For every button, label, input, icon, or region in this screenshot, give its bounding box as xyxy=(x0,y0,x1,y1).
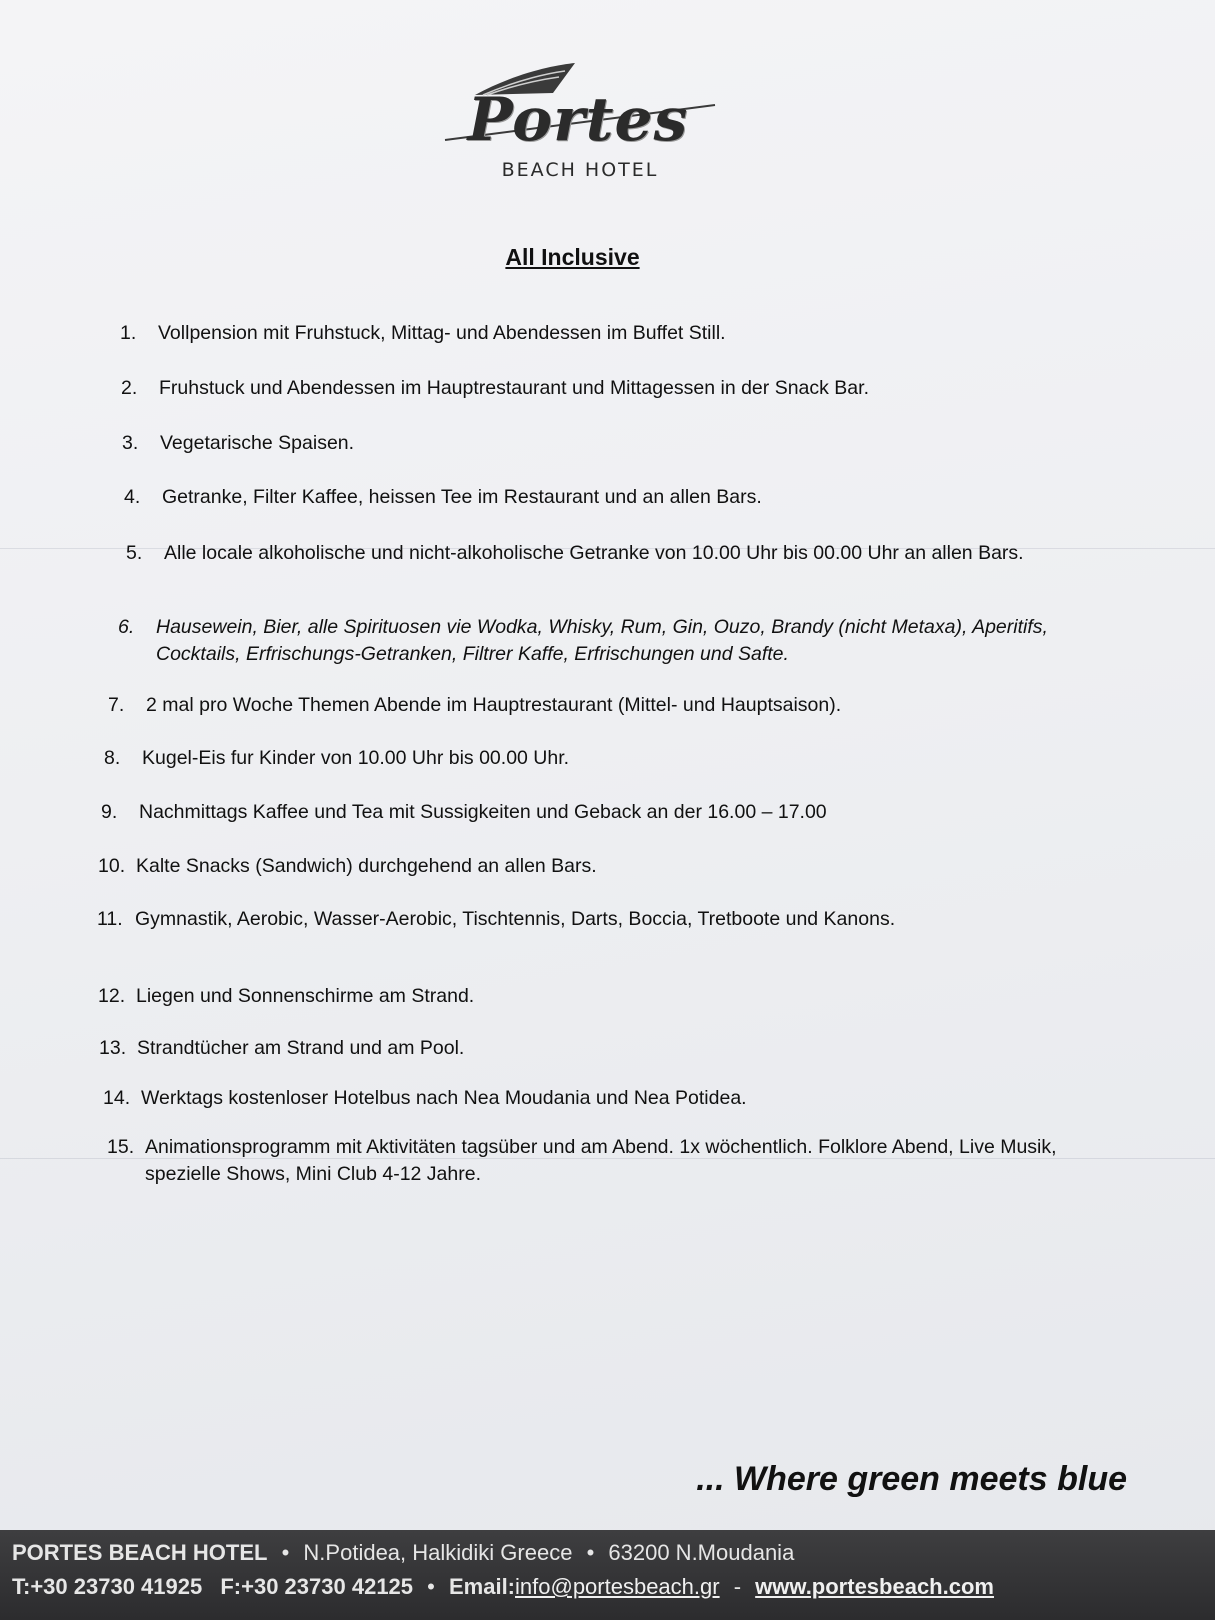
list-item xyxy=(120,320,1120,347)
footer-contact-line xyxy=(12,1574,994,1600)
item-text: Animationsprogramm mit Aktivitäten tagsüber und am Abend. 1x wöchentlich. Folklore Abend, Live Musik, spezielle Shows, Mini Club 4-12 Jahre. xyxy=(145,1136,1057,1185)
hotel-tagline: ... Where green meets blue xyxy=(696,1460,1127,1498)
item-number: 1. xyxy=(120,322,137,344)
footer-separator: • xyxy=(281,1540,290,1565)
item-number: 4. xyxy=(124,486,141,508)
list-item xyxy=(122,430,1122,457)
footer-postal: 63200 N.Moudania xyxy=(608,1540,795,1565)
item-text: Getranke, Filter Kaffee, heissen Tee im Restaurant und an allen Bars. xyxy=(162,486,762,508)
item-text: Vegetarische Spaisen. xyxy=(160,432,355,454)
footer-fax: F:+30 23730 42125 xyxy=(220,1574,414,1599)
list-item xyxy=(103,1085,1103,1112)
list-item xyxy=(107,1134,1077,1188)
logo-subtitle: BEACH HOTEL xyxy=(501,159,659,181)
item-number: 8. xyxy=(104,747,121,769)
item-number: 3. xyxy=(122,432,139,454)
footer-phone: T:+30 23730 41925 xyxy=(12,1574,203,1599)
item-text: Werktags kostenloser Hotelbus nach Nea Moudania und Nea Potidea. xyxy=(141,1087,747,1109)
item-text: Gymnastik, Aerobic, Wasser-Aerobic, Tischtennis, Darts, Boccia, Tretboote und Kanons. xyxy=(135,908,896,930)
item-number: 6. xyxy=(118,616,135,638)
list-item xyxy=(104,745,1104,772)
document-title: All Inclusive xyxy=(505,244,640,270)
item-text: Alle locale alkoholische und nicht-alkoholische Getranke von 10.00 Uhr bis 00.00 Uhr an allen Bars. xyxy=(164,542,1024,564)
logo-wordmark: Portes xyxy=(467,85,689,155)
item-text: Strandtücher am Strand und am Pool. xyxy=(137,1037,465,1059)
item-text: Vollpension mit Fruhstuck, Mittag- und Abendessen im Buffet Still. xyxy=(158,322,726,344)
list-item xyxy=(98,853,1098,880)
item-number: 2. xyxy=(121,377,138,399)
list-item xyxy=(118,614,1108,668)
footer-dash: - xyxy=(733,1574,742,1599)
list-item xyxy=(124,484,1124,511)
footer-email-label: Email: xyxy=(448,1574,516,1599)
footer-address: N.Potidea, Halkidiki Greece xyxy=(303,1540,573,1565)
item-text: Kalte Snacks (Sandwich) durchgehend an allen Bars. xyxy=(136,855,597,877)
list-item xyxy=(97,906,997,933)
item-text: Liegen und Sonnenschirme am Strand. xyxy=(136,985,475,1007)
item-text: 2 mal pro Woche Themen Abende im Hauptrestaurant (Mittel- und Hauptsaison). xyxy=(146,694,842,716)
footer-email-link[interactable]: info@portesbeach.gr xyxy=(515,1574,720,1599)
item-number: 11. xyxy=(97,908,123,930)
item-number: 14. xyxy=(103,1087,131,1109)
list-item xyxy=(101,799,1101,826)
item-number: 12. xyxy=(98,985,126,1007)
footer-separator: • xyxy=(427,1574,435,1599)
footer-address-line xyxy=(12,1540,794,1566)
list-item xyxy=(126,540,1106,567)
item-text: Nachmittags Kaffee und Tea mit Sussigkeiten und Geback an der 16.00 – 17.00 xyxy=(139,801,827,823)
item-number: 7. xyxy=(108,694,125,716)
item-number: 15. xyxy=(107,1136,135,1158)
footer-website-link[interactable]: www.portesbeach.com xyxy=(755,1574,994,1599)
item-number: 10. xyxy=(98,855,126,877)
item-number: 5. xyxy=(126,542,143,564)
item-number: 9. xyxy=(101,801,118,823)
list-item xyxy=(108,692,1108,719)
item-text: Hausewein, Bier, alle Spirituosen vie Wodka, Whisky, Rum, Gin, Ouzo, Brandy (nicht Metaxa), Aperitifs, Cocktails, Erfrischungs-Getranken, Filtrer Kaffe, Erfrischungen und Safte. xyxy=(156,616,1048,665)
item-number: 13. xyxy=(99,1037,127,1059)
contact-footer xyxy=(0,1530,1215,1620)
item-text: Kugel-Eis fur Kinder von 10.00 Uhr bis 00.00 Uhr. xyxy=(142,747,570,769)
footer-separator: • xyxy=(586,1540,595,1565)
list-item xyxy=(99,1035,1099,1062)
list-item xyxy=(121,375,1121,402)
hotel-logo xyxy=(425,55,735,185)
footer-hotel-name: PORTES BEACH HOTEL xyxy=(12,1540,268,1565)
list-item xyxy=(98,983,1098,1010)
item-text: Fruhstuck und Abendessen im Hauptrestaurant und Mittagessen in der Snack Bar. xyxy=(159,377,869,399)
